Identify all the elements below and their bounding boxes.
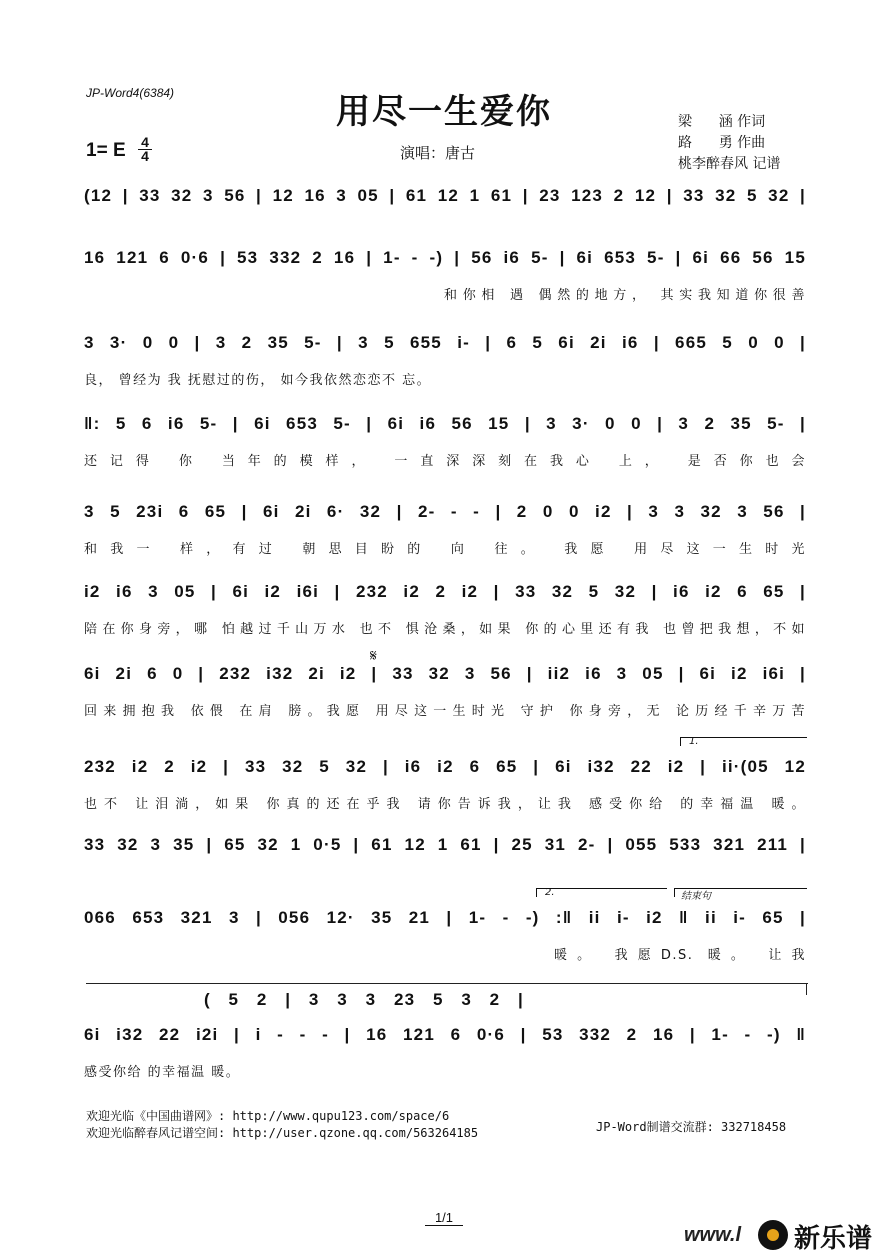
notes-line: (12 | 33 32 3 56 | 12 16 3 05 | 61 12 1 61 | 23 123 2 12 | 33 32 5 32 |: [84, 186, 806, 205]
time-signature: [138, 136, 152, 163]
ending-label: 结束句: [681, 891, 711, 902]
volta-2-label: 2.: [545, 887, 555, 898]
transcriber-credit: 桃李醉春风 记谱: [678, 156, 781, 172]
notes-line: i2 i6 3 05 | 6i i2 i6i | 232 i2 2 i2 | 33 32 5 32 | i6 i2 6 65 |: [84, 582, 806, 601]
score-row-5: [84, 502, 806, 562]
lyrics-line: 和我一 样，有过 朝思目盼的 向 往。 我愿 用尽这一生时光: [84, 542, 806, 557]
footer-group: JP-Word制谱交流群: 332718458: [596, 1120, 787, 1134]
coda-accompaniment-notes: ( 5 2 | 3 3 3 23 5 3 2 |: [204, 990, 524, 1009]
lyrics-line: 陪在你身旁，哪 怕越过千山万水 也不 惧沧桑，如果 你的心里还有我 也曾把我想，不如: [84, 622, 806, 637]
singer-credit: 演唱：唐古: [400, 144, 476, 162]
notes-line: ‖: 5 6 i6 5- | 6i 653 5- | 6i i6 56 15 | 3 3· 0 0 | 3 2 35 5- |: [84, 414, 806, 433]
score-row-7: [84, 646, 806, 724]
footer-links: [86, 1108, 478, 1142]
brand-disc-icon: [758, 1220, 788, 1250]
lyrics-line: 也不 让泪淌，如果 你真的还在乎我 请你告诉我，让我 感受你给 的幸福温 暖。: [84, 797, 806, 812]
song-title: 用尽一生爱你: [336, 92, 552, 132]
score-row-6: [84, 582, 806, 642]
brand-url: www.l: [684, 1224, 742, 1246]
notes-line: 16 121 6 0·6 | 53 332 2 16 | 1- - -) | 56 i6 5- | 6i 653 5- | 6i 66 56 15: [84, 248, 806, 267]
key-label: 1= E: [86, 140, 126, 161]
brand-name: 新乐谱: [794, 1224, 873, 1254]
segno-mark: 𝄋: [370, 646, 377, 665]
time-sig-bottom: 4: [141, 148, 149, 164]
composer-credit: 路 勇 作曲: [678, 135, 766, 151]
page-number-text: 1/1: [425, 1210, 463, 1226]
coda-top-rule: [86, 983, 808, 984]
score-row-4: [84, 414, 806, 474]
score-row-1: [84, 186, 806, 216]
lyrics-line: 回来拥抱我 依偎 在肩 膀。我愿 用尽这一生时光 守护 你身旁，无 论历经千辛万苦: [84, 704, 806, 719]
score-row-2: [84, 248, 806, 308]
ending-bracket: [674, 888, 807, 902]
lyrics-line: 暖。 我愿D.S. 暖。 让我: [554, 948, 806, 963]
lyrics-line: 还记得 你 当年的模样， 一直深深刻在我心 上， 是否你也会: [84, 454, 806, 469]
notes-line: 066 653 321 3 | 056 12· 35 21 | 1- - -) :‖ ii i- i2 ‖ ii i- 65 |: [84, 908, 806, 927]
volta-1-label: 1.: [689, 736, 699, 747]
key-signature: [86, 134, 149, 164]
notes-line: 3 5 23i 6 65 | 6i 2i 6· 32 | 2- - - | 2 0 0 i2 | 3 3 32 3 56 |: [84, 502, 806, 521]
score-row-9: [84, 835, 806, 865]
notes-line: 232 i2 2 i2 | 33 32 5 32 | i6 i2 6 65 | 6i i32 22 i2 | ii·(05 12: [84, 757, 806, 776]
notes-line: 3 3· 0 0 | 3 2 35 5- | 3 5 655 i- | 6 5 6i 2i i6 | 665 5 0 0 |: [84, 333, 806, 352]
notes-line: 6i i32 22 i2i | i - - - | 16 121 6 0·6 | 53 332 2 16 | 1- - -) ‖: [84, 1025, 806, 1044]
footer-link-2[interactable]: 欢迎光临醉春风记谱空间: http://user.qzone.qq.com/563264185: [86, 1126, 479, 1140]
score-row-11: [84, 1025, 806, 1085]
coda-rule-tick: [806, 983, 807, 995]
footer-link-1[interactable]: 欢迎光临《中国曲谱网》: http://www.qupu123.com/space/6: [86, 1109, 450, 1123]
lyrics-line: 感受你给 的幸福温 暖。: [84, 1065, 241, 1080]
credits-block: [678, 112, 780, 175]
volta-1-bracket: [680, 737, 807, 746]
notes-line: 33 32 3 35 | 65 32 1 0·5 | 61 12 1 61 | 25 31 2- | 055 533 321 211 |: [84, 835, 806, 854]
lyricist-credit: 梁 涵 作词: [678, 114, 766, 130]
score-row-10: [84, 887, 806, 968]
volta-2-bracket: [536, 888, 667, 897]
software-label: JP-Word4(6384): [86, 86, 175, 100]
score-row-3: [84, 333, 806, 393]
time-sig-top: 4: [138, 136, 152, 150]
coda-accompaniment-line: [84, 990, 806, 1014]
lyrics-line: 良， 曾经为 我 抚慰过的伤， 如今我依然恋恋不 忘。: [84, 373, 432, 388]
notes-line: 6i 2i 6 0 | 232 i32 2i i2 | 33 32 3 56 | ii2 i6 3 05 | 6i i2 i6i |: [84, 664, 806, 683]
score-row-8: [84, 736, 806, 817]
lyrics-line: 和你相 遇 偶然的地方， 其实我知道你很善: [444, 288, 806, 303]
brand-logo: [684, 1218, 884, 1252]
